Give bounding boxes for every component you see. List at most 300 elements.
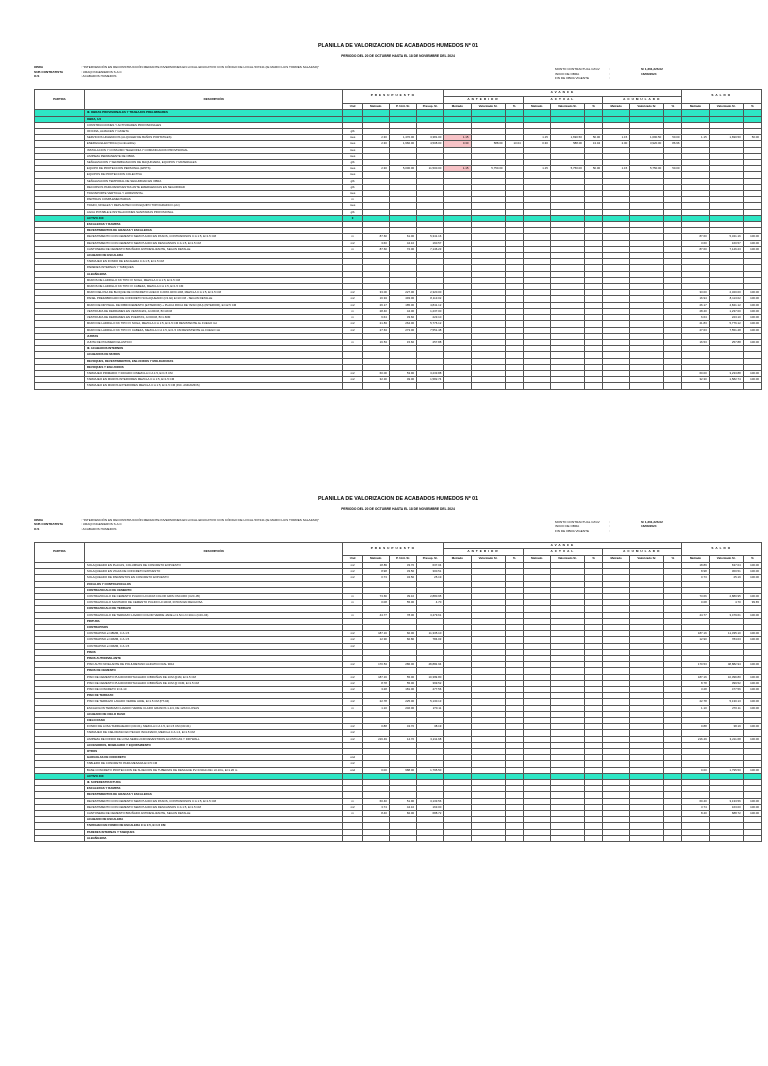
cell-descripcion: TARRAJEO PRIMARIO Y RAYADO C/MEZCLA C:A 1:5, E=1.5 CM	[84, 370, 343, 376]
cell-metrado: 26.17	[362, 302, 389, 308]
cell-punit: 33.70	[389, 562, 416, 568]
cell-saldo-pct: 100.00	[743, 569, 761, 575]
cell-und: glb	[343, 160, 362, 166]
contract-amount-label: MONTO CONTRACTUAL C/IGV	[555, 67, 600, 71]
cell-punit: 286.00	[389, 662, 416, 668]
cell-descripcion: TARRAJEO EN FONDO DE ESCALERA C:A 1:5, E=1.5 CM	[84, 259, 343, 265]
cell-und: m2	[343, 562, 362, 568]
cell-acumulado-valorizado: 1,690.50	[630, 135, 664, 141]
cell-punit: 14.70	[389, 736, 416, 742]
cell-presup: 4,508.00	[417, 141, 444, 147]
cell-presup: 38.19	[417, 724, 444, 730]
cell-saldo-metrado: 8.40	[682, 811, 709, 817]
cell-saldo-pct: 100.00	[743, 370, 761, 376]
group-actual: ACTUAL	[523, 549, 602, 556]
cell-punit: 53.90	[389, 370, 416, 376]
cell-saldo-pct	[743, 835, 761, 841]
cell-und: mes	[343, 172, 362, 178]
cell-presup: 5,130.13	[417, 699, 444, 705]
obra-value: : "INTERVENCIÓN EN RECONSTRUCCIÓN MEDIANTE INVERSIONES EN LOCAL EDUCATIVO CON CÓDIGO DE LOCAL 537241 (IE MARIO LUIS TORRES SALAZAR)"	[81, 65, 319, 69]
cell-descripcion: OFICINA, ALMACEN Y CASETA	[84, 129, 343, 135]
cell-und: m2	[343, 370, 362, 376]
cell-saldo-pct: 100.00	[743, 736, 761, 742]
cell-descripcion: TRAZO, NIVELES Y REPLANTEO CON EQUIPO TOPOGRAFICO (obr)	[84, 203, 343, 209]
cell-und: mes	[343, 203, 362, 209]
cell-saldo-pct: 100.00	[743, 339, 761, 345]
cell-actual-valorizado	[550, 835, 584, 841]
cell-actual-pct	[584, 835, 602, 841]
cell-saldo-metrado: 26.17	[682, 302, 709, 308]
col-metrado: Metrado	[444, 556, 471, 563]
cell-saldo-valorizado: 2,880.95	[709, 593, 743, 599]
cell-saldo-valorizado: 1,795.50	[709, 767, 743, 773]
group-actual: ACTUAL	[523, 96, 602, 103]
cell-punit: 82.00	[389, 811, 416, 817]
cell-saldo-metrado: 21.83	[682, 321, 709, 327]
cell-presup: 688.72	[417, 811, 444, 817]
cell-saldo-pct: 100.00	[743, 327, 761, 333]
cell-und: m2	[343, 637, 362, 643]
cell-saldo-valorizado: 399.52	[709, 680, 743, 686]
cell-descripcion: PINTURA	[84, 618, 343, 624]
cell-descripcion: PAREDES INTERNAS Y TABIQUES	[84, 265, 343, 271]
end-date-label: FIN DE OBRA VIGENTE	[555, 528, 590, 533]
cell-und: m2	[343, 736, 362, 742]
cell-und: mes	[343, 166, 362, 172]
cell-punit: 44.00	[389, 308, 416, 314]
cell-metrado: 2.30	[362, 141, 389, 147]
cell-saldo-valorizado: 3,233.88	[709, 370, 743, 376]
cell-presup: 637.04	[417, 562, 444, 568]
cell-descripcion: INSTALACION Y CONSUMO TELEFONIA Y COMUNICACION PROVISIONAL	[84, 147, 343, 153]
col-valorizado: Valorizado S/.	[550, 103, 584, 110]
cell-und: mes	[343, 147, 362, 153]
col-pct: %	[743, 556, 761, 563]
subcontractor-label: SUB CONTRATISTA	[34, 69, 64, 74]
cell-anterior-metrado: 0.30	[444, 141, 471, 147]
separator: :	[609, 528, 610, 533]
subcontractor-label: SUB CONTRATISTA	[34, 522, 64, 527]
cell-saldo-pct: 100.00	[743, 302, 761, 308]
cell-metrado: 16.94	[362, 296, 389, 302]
col-valorizado: Valorizado S/.	[471, 556, 505, 563]
service-order-value: : ACABADOS HUMEDOS	[81, 526, 117, 531]
group-saldo: SALDO	[682, 90, 762, 104]
col-presup: Presup. S/.	[417, 103, 444, 110]
cell-saldo-pct: 100.00	[743, 680, 761, 686]
cell-acumulado-metrado: 1.15	[603, 166, 630, 172]
cell-und: mes	[343, 191, 362, 197]
group-anterior: ANTERIOR	[444, 549, 523, 556]
sheet-period: PERIODO DEL 20 DE OCTUBRE HASTA EL 18 DE NOVIEMBRE DEL 2024	[341, 506, 455, 511]
cell-punit: 181.00	[389, 686, 416, 692]
cell-acumulado-metrado	[603, 383, 630, 389]
cell-punit: 55.00	[389, 680, 416, 686]
cell-presup: 257.88	[417, 339, 444, 345]
cell-descripcion: ZOCALOS Y CONTRAZOCALOS	[84, 581, 343, 587]
cell-saldo-pct: 100.00	[743, 705, 761, 711]
cell-descripcion: III. OBRAS PROVISIONALES Y TRABAJOS PRELIMINARES	[84, 110, 343, 116]
col-valorizado: Valorizado S/.	[709, 556, 743, 563]
cell-descripcion: CONTRAZOCALO DE TERRAZO	[84, 606, 343, 612]
cell-descripcion: PISO DE TERRAZO	[84, 693, 343, 699]
cell-descripcion: CONTRAPISO e=30MM, C:A 1:5	[84, 643, 343, 649]
cell-acumulado-valorizado	[630, 383, 664, 389]
cell-und: glb	[343, 184, 362, 190]
cell-punit: 33.50	[389, 569, 416, 575]
service-order-label: O.S	[34, 74, 40, 79]
cell-anterior-metrado: 1.15	[444, 135, 471, 141]
cell-descripcion: SOLAQUEADO EN PLACAS, COLUMNAS DE CONCRETO EXPUESTO	[84, 562, 343, 568]
cell-und: m2	[343, 296, 362, 302]
col-metrado: Metrado	[362, 556, 389, 563]
cell-anterior-pct	[505, 383, 523, 389]
project-info	[34, 518, 762, 542]
cell-saldo-pct: 100.00	[743, 575, 761, 581]
cell-punit: 988.00	[389, 767, 416, 773]
start-date-value: 16/08/2024	[641, 71, 657, 76]
cell-actual-metrado	[523, 383, 550, 389]
cell-punit: 44.10	[389, 804, 416, 810]
cell-saldo-valorizado: 38.19	[709, 724, 743, 730]
cell-presup: 1,582.74	[417, 377, 444, 383]
cell-saldo-pct: 100.00	[743, 637, 761, 643]
cell-und: m	[343, 612, 362, 618]
group-presupuesto: PRESUPUESTO	[343, 90, 444, 104]
cell-metrado: 2.30	[362, 135, 389, 141]
cell-anterior-pct: 13.04	[505, 141, 523, 147]
cell-descripcion: PISOS	[84, 649, 343, 655]
cell-saldo-metrado: 27.63	[682, 327, 709, 333]
cell-descripcion: MUROS DE LADRILLO KK TIPO IV CABEZA, MEZCLA C:A 1:5, E=1.5 CM	[84, 284, 343, 290]
cell-punit	[389, 835, 416, 841]
start-date-label: INICIO DE OBRA	[555, 524, 580, 529]
cell-saldo-valorizado: 160.57	[709, 240, 743, 246]
table-row	[35, 835, 762, 841]
cell-saldo-valorizado: 11,335.10	[709, 631, 743, 637]
cell-punit: 60.00	[389, 631, 416, 637]
cell-descripcion: III. SUPERESTRUCTURA	[84, 780, 343, 786]
valuation-table	[34, 542, 762, 843]
contract-amount-value: S/ 1,361,226.02	[641, 519, 663, 524]
cell-metrado: 6.64	[362, 315, 389, 321]
cell-descripcion: VESTIDURA DE DERRAMES EN PUERTAS, A=60CM, B=1.60M	[84, 315, 343, 321]
cell-saldo-metrado: 3.74	[682, 804, 709, 810]
cell-metrado: 12.90	[362, 637, 389, 643]
cell-und: m2	[343, 240, 362, 246]
cell-saldo-metrado: 16.94	[682, 296, 709, 302]
cell-saldo-metrado: 16.53	[682, 339, 709, 345]
obra-label: OBRA	[34, 65, 44, 69]
cell-und: m	[343, 600, 362, 606]
cell-und: mes	[343, 141, 362, 147]
cell-presup	[417, 835, 444, 841]
cell-punit: 55.00	[389, 674, 416, 680]
cell-und: m2	[343, 377, 362, 383]
cell-descripcion: MUROS DE LADRILLO KK TIPO IV SOGA, MEZCLA C:A 1:5, E=1.5 CM	[84, 277, 343, 283]
cell-actual-valorizado: 5,750.00	[550, 166, 584, 172]
cell-punit: 51.90	[389, 798, 416, 804]
valuation-table	[34, 89, 762, 390]
cell-descripcion: PISO DE CONCRETO fc=4-10	[84, 686, 343, 692]
cell-saldo-metrado: 73.66	[682, 593, 709, 599]
col-pct: %	[664, 556, 682, 563]
cell-partida	[35, 835, 85, 841]
cell-saldo-valorizado: 3,479.61	[709, 612, 743, 618]
cell-presup: 1,237.00	[417, 308, 444, 314]
cell-saldo-pct: 100.00	[743, 699, 761, 705]
cell-descripcion: TARRAJEO EN MUROS INTERIORES MEZCLA C:A 1:5, E=1.5 CM	[84, 377, 343, 383]
cell-anterior-valorizado	[471, 383, 505, 389]
cell-und: 0	[343, 215, 362, 221]
cell-metrado: 2.30	[362, 166, 389, 172]
col-metrado: Metrado	[603, 556, 630, 563]
group-presupuesto: PRESUPUESTO	[343, 542, 444, 556]
cell-descripcion: ENERGIA ELECTRICA (Combustible)	[84, 141, 343, 147]
cell-descripcion: EQUIPO DE PROTECCION PERSONAL (EPP'S)	[84, 166, 343, 172]
cell-saldo-pct: 100.00	[743, 767, 761, 773]
cell-saldo-valorizado: 270.11	[709, 705, 743, 711]
cell-anterior-metrado: 1.15	[444, 166, 471, 172]
cell-saldo-pct: 100.00	[743, 811, 761, 817]
cell-und: glb	[343, 209, 362, 215]
cell-actual-pct	[584, 383, 602, 389]
cell-metrado: 3.74	[362, 804, 389, 810]
cell-descripcion: PISO DE CEMENTO PULIDO/FROTACHADO C/BRUÑAS DE 1CM @ 0CM, E=1.5 CM	[84, 680, 343, 686]
cell-und: m2	[343, 724, 362, 730]
cell-descripcion: REVOQUES, REVESTIMIENTOS, ENLUCIDOS Y MOLDADURAS	[84, 358, 343, 364]
cell-und: m2	[343, 662, 362, 668]
cell-punit: 225.00	[389, 699, 416, 705]
cell-descripcion: TRANSPORTE VERTICAL Y HORIZONTAL	[84, 191, 343, 197]
cell-metrado: 187.16	[362, 631, 389, 637]
sheet-title: PLANILLA DE VALORIZACION DE ACABADOS HUMEDOS Nº 01	[317, 43, 479, 49]
cell-presup: 25.19	[417, 575, 444, 581]
cell-saldo-metrado: 187.16	[682, 631, 709, 637]
cell-saldo-pct	[743, 383, 761, 389]
cell-saldo-metrado: 60.00	[682, 370, 709, 376]
cell-descripcion: CONTRAZOCALO DE CEMENTO PULIDO H=10CM COLOR GRIS OSCURO (C2C-05)	[84, 593, 343, 599]
cell-saldo-valorizado: 257.88	[709, 339, 743, 345]
cell-metrado: 3.28	[362, 686, 389, 692]
cell-saldo-valorizado: 7,551.48	[709, 327, 743, 333]
col-valorizado: Valorizado S/.	[630, 556, 664, 563]
cell-saldo-metrado: 44.77	[682, 612, 709, 618]
cell-descripcion: TABLERO DE CONCRETO PARA MESADA E=3.5 CM	[84, 761, 343, 767]
cell-metrado: 60.40	[362, 798, 389, 804]
subcontractor-value: : URAQI INGENIEROS S.A.C	[81, 69, 122, 74]
cell-descripcion: REVESTIMIENTOS DE GRADAS Y ESCALERAS	[84, 792, 343, 798]
cell-saldo-pct: 100.00	[743, 662, 761, 668]
cell-metrado: 8.78	[362, 680, 389, 686]
cell-und: m	[343, 234, 362, 240]
cell-descripcion: SOLAQUEADO EN VIGAS DE CONCRETO EXPUESTO	[84, 569, 343, 575]
cell-presup: 2,320.00	[417, 290, 444, 296]
cell-saldo-pct: 100.00	[743, 308, 761, 314]
col-metrado: Metrado	[523, 556, 550, 563]
cell-saldo-valorizado	[709, 383, 743, 389]
col-valorizado: Valorizado S/.	[550, 556, 584, 563]
cell-saldo-metrado: 8.98	[682, 569, 709, 575]
cell-presup: 270.11	[417, 705, 444, 711]
cell-descripcion: ESCALERAS Y RAMPAS	[84, 222, 343, 228]
cell-descripcion: REVESTIMIENTO CON CEMENTO SEMI PULIDO EN DESCANSOS C:A 1:5, E=1.5 CM	[84, 804, 343, 810]
cell-saldo-pct: 100.00	[743, 724, 761, 730]
cell-acumulado-metrado: 1.15	[603, 135, 630, 141]
cell-saldo-metrado: 216.49	[682, 736, 709, 742]
cell-descripcion: RECURSOS PARA RESPUESTAS ANTE EMERGENCIAS EN SEGURIDAD	[84, 184, 343, 190]
col-pct: %	[664, 103, 682, 110]
cell-saldo-valorizado: 10,399.80	[709, 674, 743, 680]
cell-actual-metrado: 1.15	[523, 166, 550, 172]
cell-punit: 227.00	[389, 290, 416, 296]
cell-und: m2	[343, 327, 362, 333]
cell-saldo-metrado: 3.60	[682, 240, 709, 246]
cell-und: m	[343, 246, 362, 252]
cell-saldo-pct: 100.00	[743, 246, 761, 252]
cell-actual-valorizado	[550, 383, 584, 389]
cell-metrado: 32.30	[362, 377, 389, 383]
contract-amount-value: S/ 1,361,226.02	[641, 67, 663, 71]
cell-descripcion: PISOS DE CEMENTO	[84, 668, 343, 674]
cell-descripcion: SEÑALIZACION TEMPORAL DE SEGURIDAD EN OBRA	[84, 178, 343, 184]
cell-saldo-pct: 100.00	[743, 377, 761, 383]
cell-descripcion: CONSTRUCCIONES Y ACTIVIDADES PROVISIONALES	[84, 122, 343, 128]
cell-descripcion: PARTIDAS COMPLEMENTARIAS	[84, 197, 343, 203]
cell-und: m	[343, 339, 362, 345]
cell-presup: 11,335.10	[417, 631, 444, 637]
cell-presup: 11,500.00	[417, 166, 444, 172]
cell-metrado: 16.53	[362, 339, 389, 345]
cell-saldo-pct: 100.00	[743, 234, 761, 240]
col-metrado: Metrado	[523, 103, 550, 110]
cell-saldo-valorizado: 5,776.12	[709, 321, 743, 327]
sheet-title: PLANILLA DE VALORIZACION DE ACABADOS HUMEDOS Nº 01	[317, 495, 479, 502]
cell-acumulado-metrado: 2.00	[603, 141, 630, 147]
cell-saldo-metrado: 1.10	[682, 705, 709, 711]
cell-descripcion: LIMPIEZA DE FONDO DE LOSA SEMILUCIR REVESTIDOS ACUSTICAS Y DRYWALL	[84, 736, 343, 742]
cell-metrado: 8.40	[362, 811, 389, 817]
cell-actual-valorizado: 588.00	[550, 141, 584, 147]
cell-und: m2	[343, 631, 362, 637]
cell-saldo-valorizado: 8,113.02	[709, 296, 743, 302]
cell-descripcion: ALBAÑILERIA	[84, 835, 343, 841]
cell-descripcion: PISO DE CEMENTO PULIDO/FROTACHADO C/BRUÑAS DE 1CM @1M, E=1.5 CM	[84, 674, 343, 680]
cell-saldo-pct: 100.00	[743, 290, 761, 296]
cell-metrado: 44.77	[362, 612, 389, 618]
cell-metrado: 87.60	[362, 234, 389, 240]
separator: :	[609, 519, 610, 524]
cell-saldo-valorizado: 784.03	[709, 637, 743, 643]
cell-und: und	[343, 755, 362, 761]
cell-presup: 223.10	[417, 315, 444, 321]
cell-und: m2	[343, 302, 362, 308]
cell-descripcion: JUNTA DE POLIMERO ELASTICO	[84, 339, 343, 345]
cell-saldo-valorizado: 1,237.00	[709, 308, 743, 314]
cell-presup: 4.70	[417, 600, 444, 606]
cell-und: m	[343, 308, 362, 314]
cell-presup: 3,211.68	[417, 736, 444, 742]
cell-punit: 246.00	[389, 705, 416, 711]
cell-und: mes	[343, 153, 362, 159]
col-valorizado: Valorizado S/.	[630, 103, 664, 110]
cell-acumulado-pct	[664, 383, 682, 389]
cell-metrado	[362, 835, 389, 841]
cell-punit: 60.80	[389, 637, 416, 643]
cell-metrado: 1.10	[362, 705, 389, 711]
subcontractor-value: : URAQI INGENIEROS S.A.C	[81, 522, 122, 527]
cell-acumulado-valorizado	[630, 835, 664, 841]
cell-punit: 15.60	[389, 339, 416, 345]
cell-partida	[35, 383, 85, 389]
cell-actual-metrado: 0.30	[523, 141, 550, 147]
cell-presup: 163.00	[417, 804, 444, 810]
cell-descripcion: FONDO DE LOSA TARRAJEADO (CR-01), MEZCLA C:A 1:5, E=1.5 CM (CR-01)	[84, 724, 343, 730]
cell-presup: 399.52	[417, 680, 444, 686]
cell-und: m2	[343, 804, 362, 810]
table-row	[35, 383, 762, 389]
col-pct: %	[505, 556, 523, 563]
cell-metrado: 0.00	[362, 767, 389, 773]
cell-saldo-metrado: 8.78	[682, 680, 709, 686]
cell-und	[343, 835, 362, 841]
cell-presup: 4,841.12	[417, 302, 444, 308]
cell-metrado: 8.98	[362, 569, 389, 575]
cell-und: m2	[343, 680, 362, 686]
cell-metrado: 170.53	[362, 662, 389, 668]
cell-descripcion: CONTRAPISO e=40MM, C:A 1:5	[84, 637, 343, 643]
sheet-period: PERIODO DEL 20 DE OCTUBRE HASTA EL 18 DE NOVIEMBRE DEL 2024	[341, 54, 455, 58]
cell-und: und	[343, 767, 362, 773]
cell-descripcion: SERVICIOS HIGIENICOS (ALQUILER DE BAÑOS PORTATILES)	[84, 135, 343, 141]
cell-punit: 493.00	[389, 296, 416, 302]
cell-saldo-pct: 100.00	[743, 562, 761, 568]
cell-saldo-pct: 100.00	[743, 804, 761, 810]
cell-descripcion: GARGOLAS DE CONCRETO	[84, 755, 343, 761]
cell-und: m2	[343, 761, 362, 767]
group-anterior: ANTERIOR	[444, 96, 523, 103]
cell-und: m	[343, 705, 362, 711]
col-metrado: Metrado	[682, 556, 709, 563]
cell-saldo-metrado: 18.89	[682, 562, 709, 568]
cell-actual-pct: 50.00	[584, 135, 602, 141]
cell-metrado: 21.83	[362, 321, 389, 327]
cell-descripcion: ACABADOS DE MUROS	[84, 352, 343, 358]
cell-und: mes	[343, 135, 362, 141]
cell-saldo-valorizado: 1,582.74	[709, 377, 743, 383]
cell-saldo-metrado: 187.16	[682, 674, 709, 680]
cell-metrado: 28.40	[362, 308, 389, 314]
cell-descripcion: CONTRAPISO e=48MM, C:A 1:5	[84, 631, 343, 637]
cell-descripcion: EQUIPOS DE PROTECCION COLECTIVA	[84, 172, 343, 178]
separator: :	[609, 67, 610, 71]
cell-saldo-pct: 99.65	[743, 600, 761, 606]
cell-descripcion: ESCALERAS Y RAMPAS	[84, 786, 343, 792]
col-metrado: Metrado	[362, 103, 389, 110]
cell-und: m2	[343, 569, 362, 575]
cell-und: m	[343, 811, 362, 817]
cell-anterior-metrado	[444, 835, 471, 841]
col-pct: %	[743, 103, 761, 110]
cell-anterior-valorizado: 5,750.00	[471, 166, 505, 172]
cell-saldo-valorizado: 477.56	[709, 686, 743, 692]
cell-saldo-metrado: 0.73	[682, 575, 709, 581]
col-valorizado: Valorizado S/.	[471, 103, 505, 110]
cell-descripcion: BASE CONCRETO PROTECCION DE SUJECION DE TUBERIAS DE DESAGUE Pv=0.90x0.20m x0.10m, E=1.20 m	[84, 767, 343, 773]
cell-und: m2	[343, 730, 362, 736]
col-descripcion: DESCRIPCIÓN	[84, 542, 343, 562]
cell-presup: 10,399.80	[417, 674, 444, 680]
